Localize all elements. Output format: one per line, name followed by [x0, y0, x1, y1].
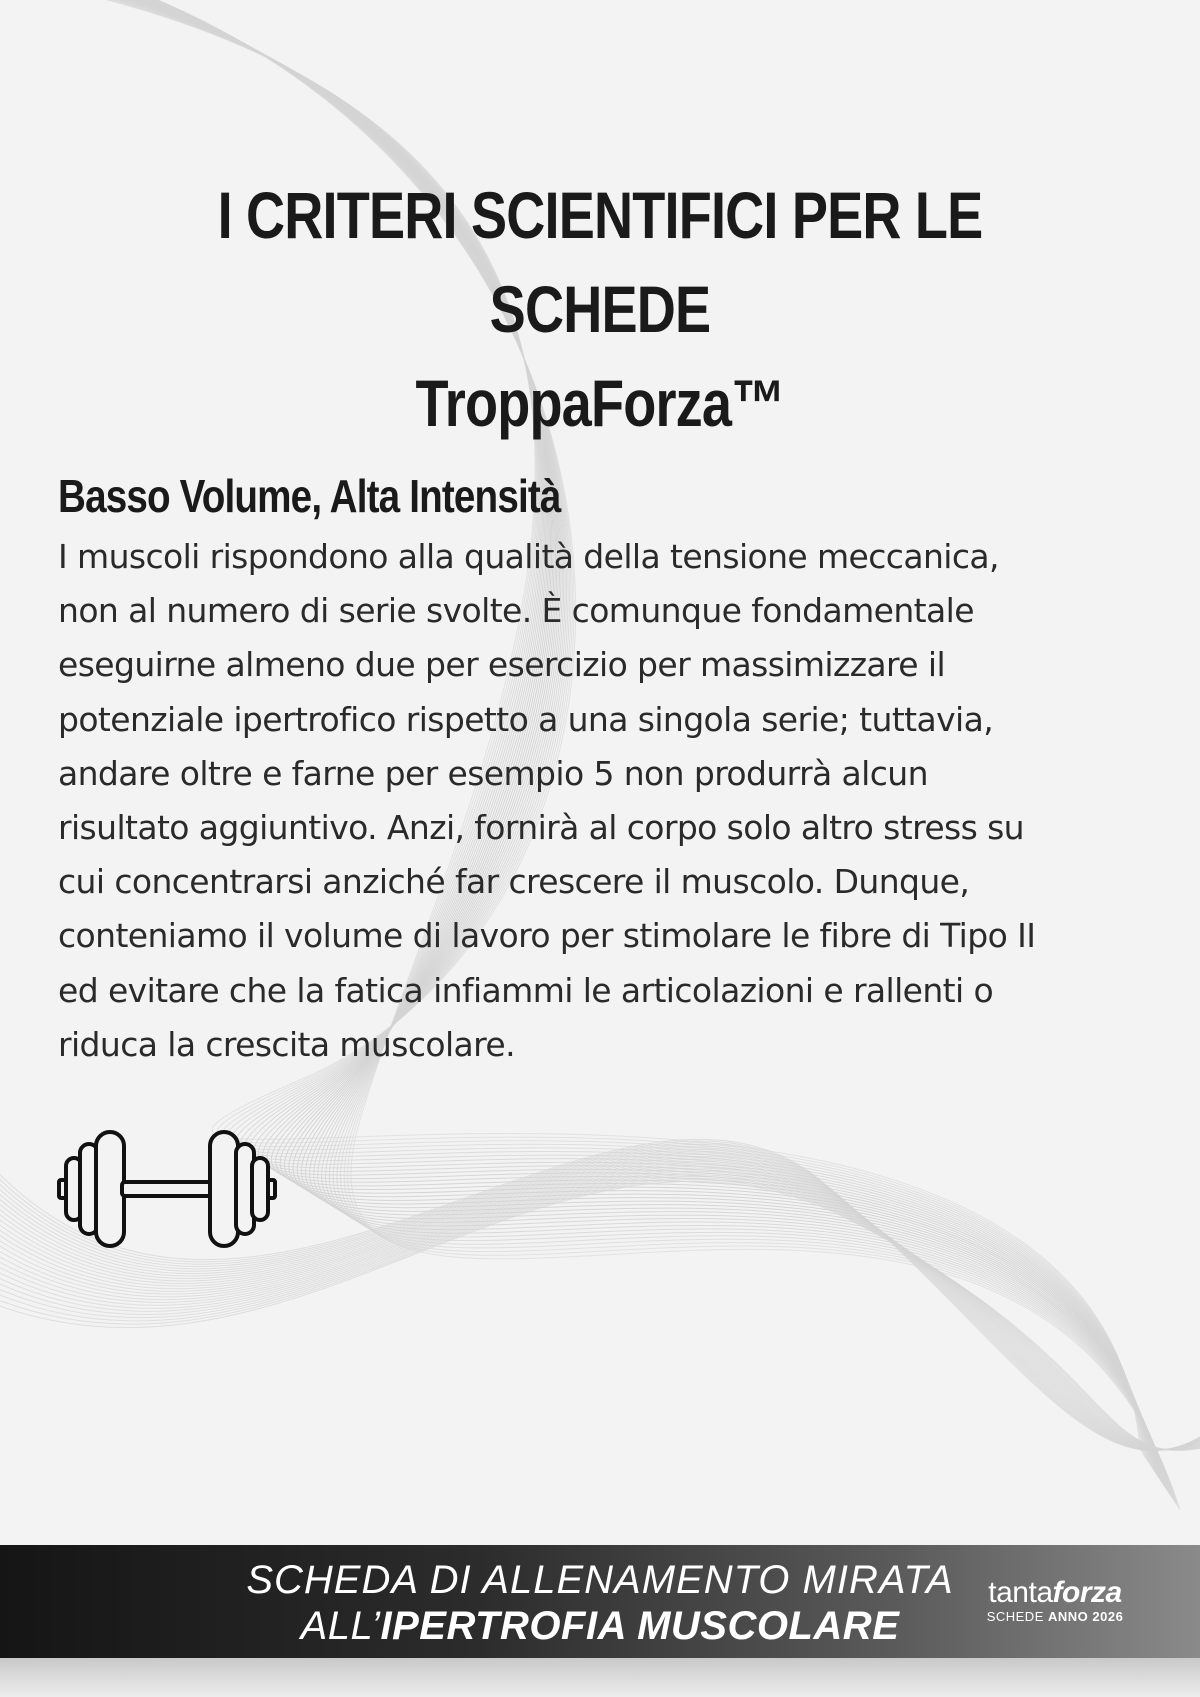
brand-name-bold: forza: [1052, 1576, 1122, 1609]
body-line: eseguirne almeno due per esercizio per massimizzare il: [58, 645, 946, 685]
body-line: ed evitare che la fatica infiammi le articolazioni e rallenti o: [58, 970, 994, 1010]
brand-name-light: tanta: [988, 1576, 1053, 1609]
footer-shadow: [0, 1658, 1200, 1697]
body-line: riduca la crescita muscolare.: [58, 1024, 515, 1064]
footer-title-emphasis: IPERTROFIA MUSCOLARE: [380, 1604, 900, 1648]
brand-logo: [980, 1577, 1130, 1625]
body-line: I muscoli rispondono alla qualità della tensione meccanica,: [58, 537, 999, 576]
body-line: potenziale ipertrofico rispetto a una singola serie; tuttavia,: [58, 699, 994, 739]
page-title-line-1: I CRITERI SCIENTIFICI PER LE SCHEDE: [217, 178, 983, 346]
footer-title-line-2: [210, 1603, 990, 1649]
body-line: risultato aggiuntivo. Anzi, fornirà al corpo solo altro stress su: [58, 808, 1025, 848]
brand-subtitle: [980, 1609, 1130, 1625]
body-line: non al numero di serie svolte. È comunque fondamentale: [58, 591, 974, 631]
brand-subtitle-light: SCHEDE: [986, 1609, 1048, 1624]
page-title-line-2: TroppaForza™: [415, 366, 785, 440]
section-body: [58, 530, 1128, 1072]
dumbbell-icon: [56, 1130, 278, 1248]
brand-subtitle-bold: ANNO 2026: [1047, 1609, 1124, 1624]
body-line: cui concentrarsi anziché far crescere il muscolo. Dunque,: [58, 862, 970, 902]
footer-title-prefix: ALL’: [300, 1604, 381, 1648]
body-line: conteniamo il volume di lavoro per stimolare le fibre di Tipo II: [58, 916, 1036, 956]
footer-title: [210, 1557, 990, 1649]
footer-banner: [0, 1545, 1200, 1658]
body-line: andare oltre e farne per esempio 5 non produrrà alcun: [58, 753, 928, 793]
section-heading: Basso Volume, Alta Intensità: [58, 470, 561, 522]
brand-name: [980, 1577, 1130, 1609]
page-title: [0, 168, 1200, 450]
footer-title-line-1: SCHEDA DI ALLENAMENTO MIRATA: [246, 1558, 954, 1602]
